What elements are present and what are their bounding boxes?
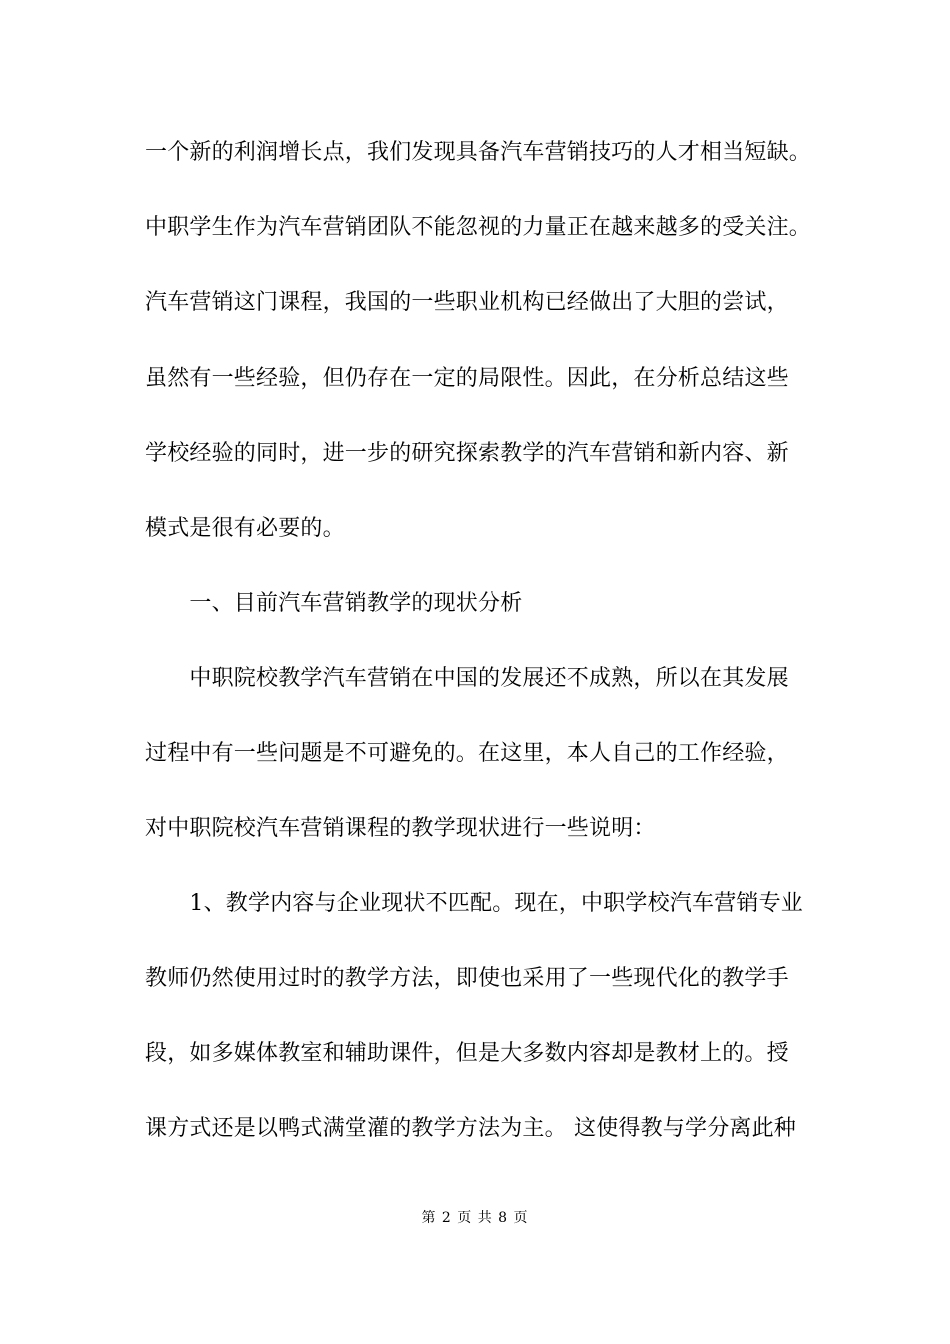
text-line: 教师仍然使用过时的教学方法，即使也采用了一些现代化的教学手: [145, 966, 789, 991]
text-line: 模式是很有必要的。: [145, 516, 345, 541]
text-line: 中职院校教学汽车营销在中国的发展还不成熟，所以在其发展: [145, 666, 789, 691]
text-line: 中职学生作为汽车营销团队不能忽视的力量正在越来越多的受关注。: [145, 215, 812, 240]
text-line: 汽车营销这门课程，我国的一些职业机构已经做出了大胆的尝试，: [145, 290, 789, 315]
text-line: 段，如多媒体教室和辅助课件，但是大多数内容却是教材上的。授: [145, 1041, 789, 1066]
text-line: 课方式还是以鸭式满堂灌的教学方法为主。 这使得教与学分离此种: [145, 1116, 796, 1141]
text-line: 虽然有一些经验，但仍存在一定的局限性。因此，在分析总结这些: [145, 366, 789, 391]
text-line: 学校经验的同时，进一步的研究探索教学的汽车营销和新内容、新: [145, 441, 789, 466]
text-line: 1、教学内容与企业现状不匹配。现在，中职学校汽车营销专业: [145, 891, 803, 916]
text-line: 对中职院校汽车营销课程的教学现状进行一些说明：: [145, 816, 656, 841]
text-line: 过程中有一些问题是不可避免的。在这里，本人自己的工作经验，: [145, 741, 789, 766]
section-heading: 一、目前汽车营销教学的现状分析: [145, 591, 523, 616]
page-number-footer: 第 2 页 共 8 页: [421, 1210, 529, 1226]
text-line: 一个新的利润增长点，我们发现具备汽车营销技巧的人才相当短缺。: [145, 140, 812, 165]
